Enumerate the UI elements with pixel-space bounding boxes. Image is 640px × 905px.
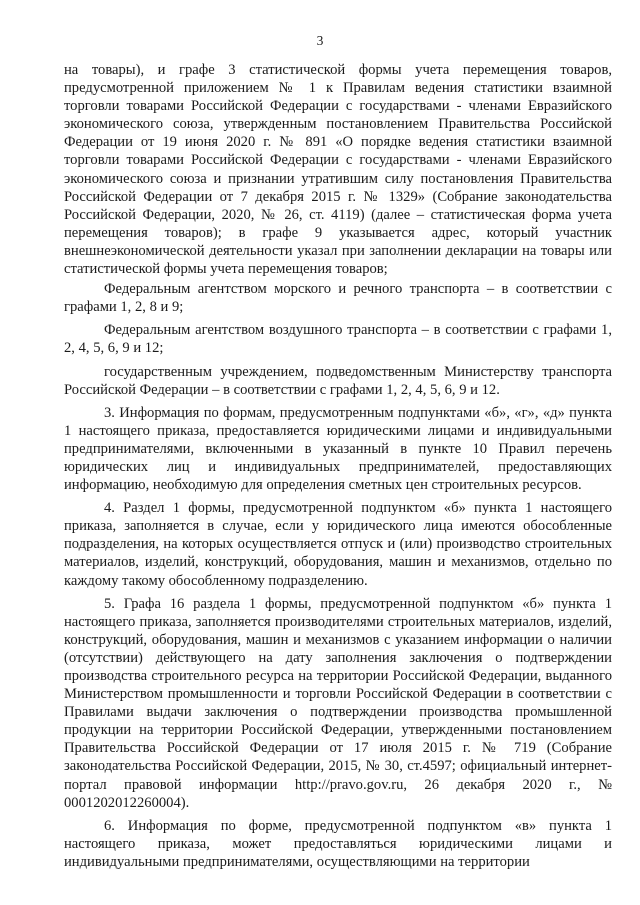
paragraph-item-6: 6. Информация по форме, предусмотренной подпунктом «в» пункта 1 настоящего приказа, может предоставляться юридическими лицами и индивидуальными предпринимателями, осуществляющими на территории <box>64 817 612 870</box>
page-number: 3 <box>316 33 324 48</box>
document-body <box>64 61 612 871</box>
paragraph-state-institution: государственным учреждением, подведомственным Министерству транспорта Российской Федерации – в соответствии с графами 1, 2, 4, 5, 6, 9 и 12. <box>64 363 612 398</box>
paragraph-continuation: на товары), и графе 3 статистической формы учета перемещения товаров, предусмотренной приложением № 1 к Правилам ведения статистики взаимной торговли товарами Российской Федерации с государствами - членами Евразийского экономического союза, утвержденным постановлением Правительства Российской Федерации от 19 июня 2020 г. № 891 «О порядке ведения статистики взаимной торговли товарами Российской Федерации с государствами - членами Евразийского экономического союза и признании утратившим силу постановления Правительства Российской Федерации от 7 декабря 2015 г. № 1329» (Собрание законодательства Российской Федерации, 2020, № 26, ст. 4119) (далее – статистическая форма учета перемещения товаров); в графе 9 указывается адрес, который участник внешнеэкономической деятельности указал при заполнении декларации на товары или статистической формы учета перемещения товаров; <box>64 62 612 278</box>
paragraph-item-5: 5. Графа 16 раздела 1 формы, предусмотренной подпунктом «б» пункта 1 настоящего приказа, заполняется производителями строительных материалов, изделий, конструкций, оборудования, машин и механизмов с указанием информации о наличии (отсутствии) действующего на дату заполнения заключения о подтверждении производства строительного ресурса на территории Российской Федерации, выданного Министерством промышленности и торговли Российской Федерации в соответствии с Правилами выдачи заключения о подтверждении производства промышленной продукции на территории Российской Федерации, утвержденными постановлением Правительства Российской Федерации от 17 июля 2015 г. № 719 (Собрание законодательства Российской Федерации, 2015, № 30, ст.4597; официальный интернет-портал правовой информации http://pravo.gov.ru, 26 декабря 2020 г., № 0001202012260004). <box>64 595 612 811</box>
paragraph-air-transport-agency: Федеральным агентством воздушного транспорта – в соответствии с графами 1, 2, 4, 5, 6, 9 и 12; <box>64 322 612 357</box>
paragraph-item-3: 3. Информация по формам, предусмотренным подпунктами «б», «г», «д» пункта 1 настоящего приказа, предоставляется юридическими лицами и индивидуальными предпринимателями, включенными в указанный в пункте 10 Правил перечень юридических лиц и индивидуальных предпринимателей, предоставляющих информацию, необходимую для определения сметных цен строительных ресурсов. <box>64 404 612 494</box>
paragraph-maritime-agency: Федеральным агентством морского и речного транспорта – в соответствии с графами 1, 2, 8 и 9; <box>64 281 612 316</box>
paragraph-item-4: 4. Раздел 1 формы, предусмотренной подпунктом «б» пункта 1 настоящего приказа, заполняется в случае, если у юридического лица имеются обособленные подразделения, на которых осуществляется отпуск и (или) производство строительных материалов, изделий, конструкций, оборудования, машин и механизмов, отдельно по каждому такому обособленному подразделению. <box>64 500 612 589</box>
